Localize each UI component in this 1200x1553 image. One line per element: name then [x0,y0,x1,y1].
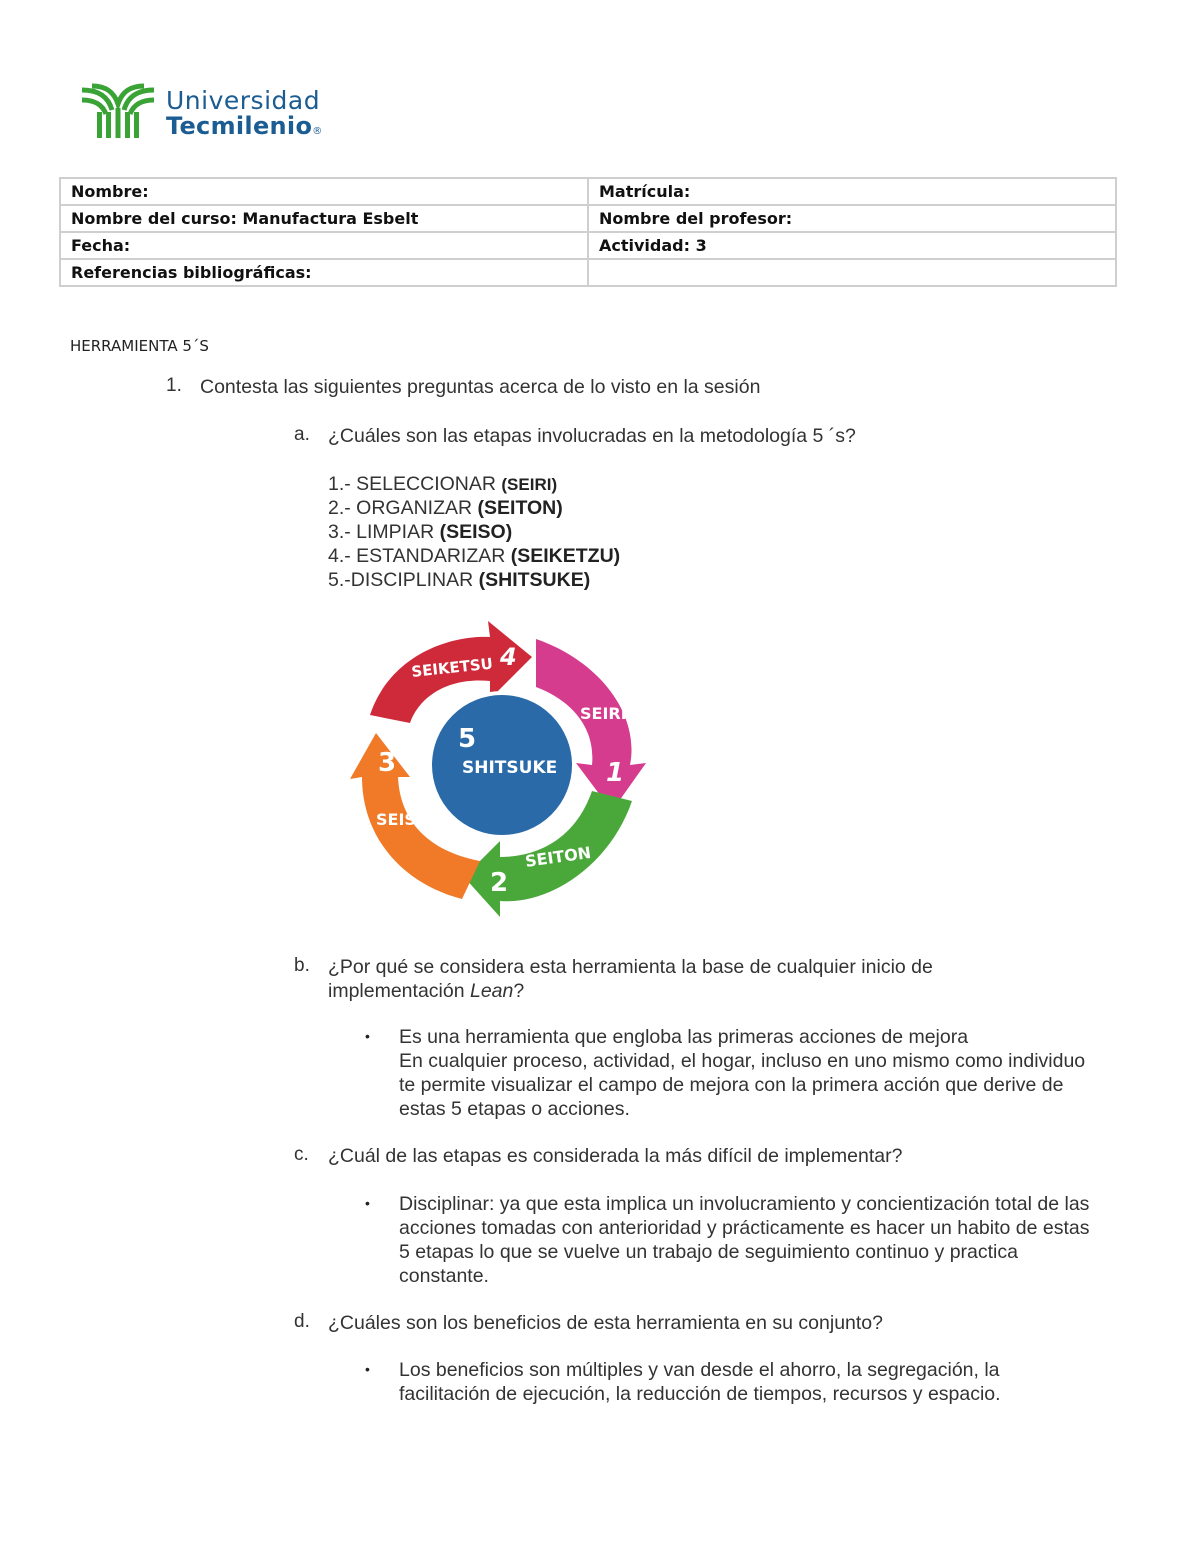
table-cell-name: Nombre: [60,178,588,205]
table-cell-matricula: Matrícula: [588,178,1116,205]
stage-item: 1.- SELECCIONAR (SEIRI) [328,473,558,495]
answer-d: Los beneficios son múltiples y van desde el ahorro, la segregación, la facilitación de ejecución, la reducción de tiempos, recursos y espacio. [399,1359,1001,1405]
seiri-label: SEIRI [580,704,627,723]
question-c: ¿Cuál de las etapas es considerada la más difícil de implementar? [328,1145,903,1167]
stage-item: 4.- ESTANDARIZAR (SEIKETZU) [328,545,621,567]
question-letter-a: a. [294,424,310,445]
seiton-label: SEITON [523,842,593,871]
seiketsu-label: SEIKETSU [410,654,494,681]
question-b: ¿Por qué se considera esta herramienta la base de cualquier inicio de implementación Lean? [328,956,933,1002]
stage-item: 3.- LIMPIAR (SEISO) [328,521,513,543]
center-number: 5 [458,724,477,754]
table-cell-references: Referencias bibliográficas: [60,259,588,286]
logo-mark-icon [78,82,158,142]
table-row [60,259,1116,286]
question-letter-c: c. [294,1144,309,1165]
table-row [60,232,1116,259]
seiso-number: 3 [378,748,397,778]
student-info-table [59,177,1117,287]
center-label: SHITSUKE [462,758,558,778]
table-cell-course: Nombre del curso: Manufactura Esbelt [60,205,588,232]
table-row [60,205,1116,232]
five-s-cycle-diagram [340,615,660,925]
question-d: ¿Cuáles son los beneficios de esta herramienta en su conjunto? [328,1312,883,1334]
seiton-number: 2 [490,868,509,898]
stage-item: 2.- ORGANIZAR (SEITON) [328,497,563,519]
answer-c: Disciplinar: ya que esta implica un involucramiento y concientización total de las acciones tomadas con anterioridad y prácticamente es hacer un habito de estas 5 etapas lo que se vuelve un trabajo de seguimiento continuo y practica constante. [399,1193,1090,1287]
seiri-number: 1 [606,758,625,788]
table-cell-activity: Actividad: 3 [588,232,1116,259]
registered-mark: ® [312,126,323,137]
instruction-text: Contesta las siguientes preguntas acerca de lo visto en la sesión [200,376,761,398]
table-row [60,178,1116,205]
answer-b: Es una herramienta que engloba las primeras acciones de mejora En cualquier proceso, actividad, el hogar, incluso en uno mismo como individuo te permite visualizar el campo de mejora con la primera acción que derive de estas 5 etapas o acciones. [399,1026,1086,1120]
bullet-icon: • [365,1361,370,1377]
bullet-icon: • [365,1195,370,1211]
stage-item: 5.-DISCIPLINAR (SHITSUKE) [328,569,591,591]
university-logo [78,80,378,142]
table-cell-professor: Nombre del profesor: [588,205,1116,232]
question-letter-b: b. [294,955,310,976]
bullet-icon: • [365,1028,370,1044]
section-title: HERRAMIENTA 5´S [70,337,209,355]
seiketsu-number: 4 [500,643,517,671]
table-cell-date: Fecha: [60,232,588,259]
logo-line2: Tecmilenio® [166,112,323,140]
logo-line1: Universidad [166,86,321,115]
table-cell-empty [588,259,1116,286]
list-number: 1. [166,375,182,396]
question-letter-d: d. [294,1311,310,1332]
seiso-label: SEISO [376,810,430,829]
question-a: ¿Cuáles son las etapas involucradas en la metodología 5 ´s? [328,425,856,447]
